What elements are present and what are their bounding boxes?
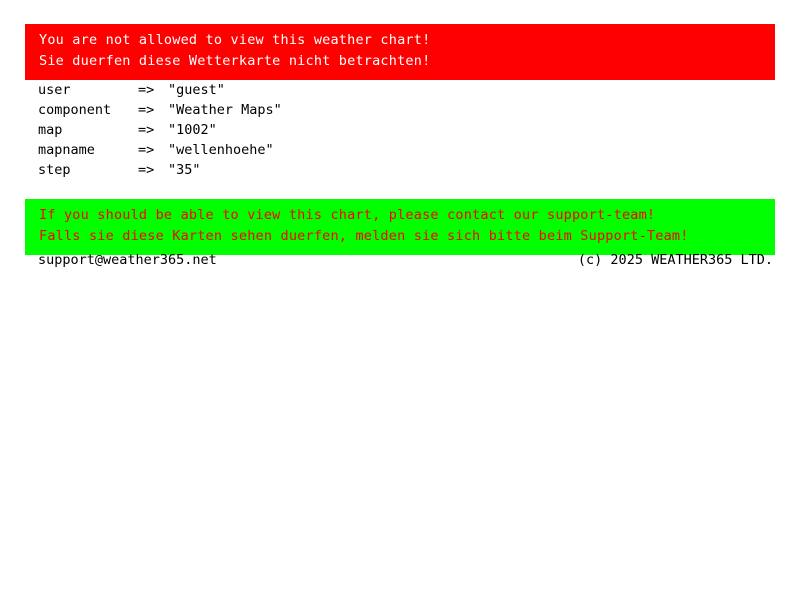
copyright-text: (c) 2025 WEATHER365 LTD.	[577, 252, 773, 268]
param-value: "wellenhoehe"	[168, 142, 274, 158]
param-value: "guest"	[168, 82, 225, 98]
error-banner	[25, 24, 775, 80]
param-value: "Weather Maps"	[168, 102, 282, 118]
param-value: "35"	[168, 162, 201, 178]
param-key: mapname	[38, 142, 95, 158]
info-banner-line-de: Falls sie diese Karten sehen duerfen, melden sie sich bitte beim Support-Team!	[39, 228, 689, 244]
table-row	[38, 100, 282, 120]
param-arrow: =>	[138, 122, 155, 138]
table-row	[38, 160, 282, 180]
parameter-table	[38, 80, 282, 180]
footer	[38, 250, 773, 270]
table-row	[38, 80, 282, 100]
param-arrow: =>	[138, 142, 155, 158]
param-arrow: =>	[138, 82, 155, 98]
info-banner-line-en: If you should be able to view this chart, please contact our support-team!	[39, 207, 656, 223]
param-arrow: =>	[138, 102, 155, 118]
info-banner	[25, 199, 775, 255]
table-row	[38, 120, 282, 140]
error-banner-line-en: You are not allowed to view this weather chart!	[39, 32, 431, 48]
error-banner-line-de: Sie duerfen diese Wetterkarte nicht betrachten!	[39, 53, 431, 69]
support-email[interactable]: support@weather365.net	[38, 252, 217, 268]
param-key: component	[38, 102, 112, 118]
param-value: "1002"	[168, 122, 217, 138]
table-row	[38, 140, 282, 160]
param-key: user	[38, 82, 71, 98]
param-key: step	[38, 162, 71, 178]
param-arrow: =>	[138, 162, 155, 178]
param-key: map	[38, 122, 63, 138]
